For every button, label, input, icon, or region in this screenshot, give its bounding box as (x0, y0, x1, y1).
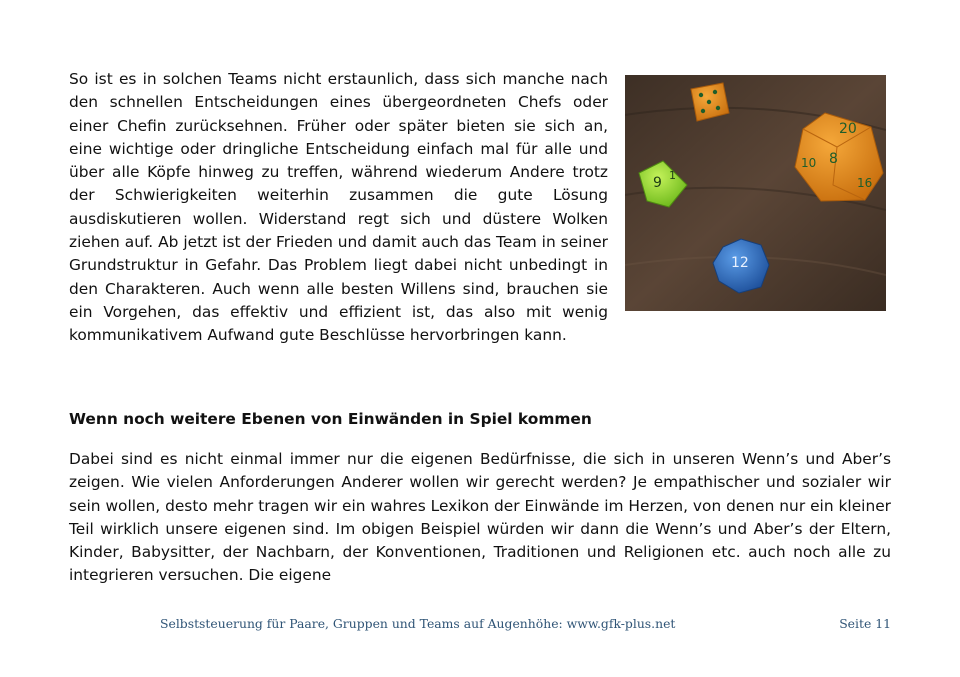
d20-label-16: 16 (857, 176, 873, 190)
page-number: Seite 11 (839, 616, 891, 631)
dice-illustration (625, 75, 886, 311)
d20-label-20: 20 (839, 121, 857, 137)
dice-photo (625, 75, 886, 311)
d20-label-10: 10 (801, 156, 817, 170)
green-die-label-9: 9 (653, 175, 662, 191)
section-heading: Wenn noch weitere Ebenen von Einwänden in Spiel kommen (69, 410, 592, 428)
section-paragraph: Dabei sind es nicht einmal immer nur die eigenen Bedürfnisse, die sich in unseren Wenn’s und Aber’s zeigen. Wie vielen Anforderungen Anderer wollen wir gerecht werden? Je empathischer und sozialer wir sein wollen, desto mehr tragen wir ein wahres Lexikon der Einwände im Herzen, von denen nur ein kleiner Teil wirklich unsere eigenen sind. Im obigen Beispiel würden wir dann die Wenn’s und Aber’s der Eltern, Kinder, Babysitter, der Nachbarn, der Konventionen, Traditionen und Religionen etc. auch noch alle zu integrieren versuchen. Die eigene (69, 450, 891, 585)
footer-title: Selbststeuerung für Paare, Gruppen und Teams auf Augenhöhe: www.gfk-plus.net (160, 616, 676, 631)
intro-paragraph: So ist es in solchen Teams nicht erstaunlich, dass sich manche nach den schnellen Entscheidungen eines übergeordneten Chefs oder einer Chefin zurücksehnen. Früher oder später bieten sie sich an, eine wichtige oder dringliche Entscheidung einfach mal für alle und über alle Köpfe hinweg zu treffen, während wiederum Andere trotz der Schwierigkeiten weiterhin zusammen die gute Lösung ausdiskutieren wollen. Widerstand regt sich und düstere Wolken ziehen auf. Ab jetzt ist der Frieden und damit auch das Team in seiner Grundstruktur in Gefahr. Das Problem liegt dabei nicht unbedingt in den Charakteren. Auch wenn alle besten Willens sind, brauchen sie ein Vorgehen, das effektiv und effizient ist, das also mit wenig kommunikativem Aufwand gute Beschlüsse hervorbringen kann. (69, 70, 608, 345)
green-die-label-1: 1 (669, 169, 676, 182)
d20-label-8: 8 (829, 151, 838, 167)
blue-die-label-12: 12 (731, 255, 749, 271)
